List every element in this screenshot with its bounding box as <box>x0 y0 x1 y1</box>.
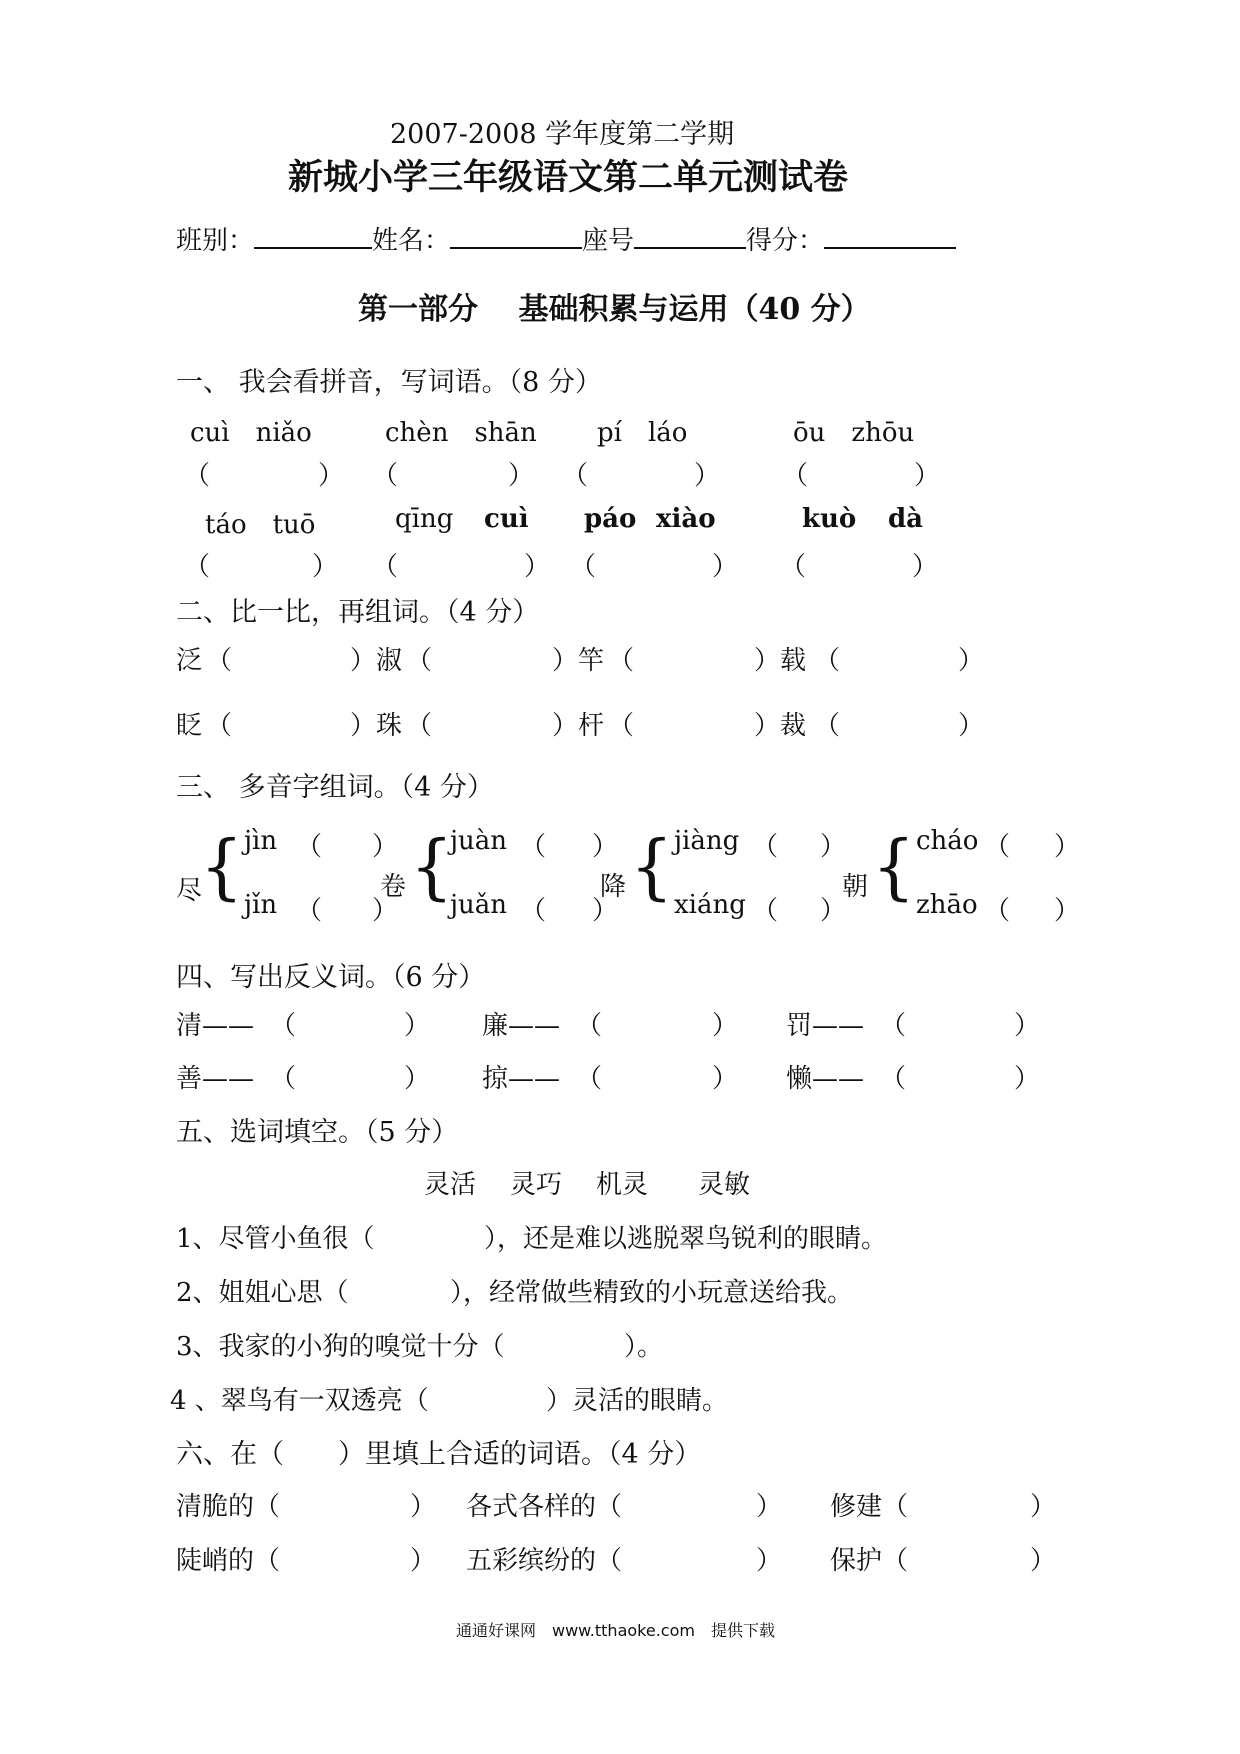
q3-pinyin: juǎn <box>450 890 508 920</box>
class-field[interactable] <box>254 221 372 249</box>
q2-char: 淑 <box>376 646 403 676</box>
q4-item: 清—— <box>176 1011 255 1041</box>
brace-icon: { <box>872 826 916 909</box>
brace-icon: { <box>630 826 674 909</box>
q1-bracket-close: ） <box>312 552 339 582</box>
q3-char: 朝 <box>842 872 869 902</box>
q4-item: 廉—— <box>482 1011 561 1041</box>
q2-char: 眨 <box>176 711 203 741</box>
q6-title: 六、在（ ）里填上合适的词语。（4 分） <box>176 1439 702 1470</box>
q1-bracket-open: （ <box>372 461 399 491</box>
q2-char: 载 <box>780 646 807 676</box>
q1-bracket-open: （ <box>562 461 589 491</box>
q3-pinyin: jìn <box>244 826 278 856</box>
q1-bold-pinyin-4: kuò <box>802 504 857 534</box>
q3-pinyin: cháo <box>916 826 979 856</box>
q6-item: 陡峭的（ <box>176 1546 281 1576</box>
q5-sentence-3-start: 3、我家的小狗的嗅觉十分（ <box>176 1332 505 1362</box>
q3-pinyin: zhāo <box>916 890 978 920</box>
q6-item: 保护（ <box>830 1546 909 1576</box>
class-label: 班别： <box>176 226 255 256</box>
q3-char: 尽 <box>176 876 203 906</box>
q4-title: 四、写出反义词。（6 分） <box>176 962 486 993</box>
q1-bold-pinyin-1: cuì <box>484 504 529 534</box>
q2-char: 珠 <box>376 711 403 741</box>
q1-bracket-close: ） <box>524 552 551 582</box>
q5-sentence-3-end: ）。 <box>624 1332 664 1362</box>
q5-sentence-4-end: ）灵活的眼睛。 <box>546 1386 729 1416</box>
student-info-fields <box>176 220 956 257</box>
q2-char: 裁 <box>780 711 807 741</box>
q1-pinyin-1: cuì niǎo <box>190 418 312 448</box>
q6-item: 清脆的（ <box>176 1492 281 1522</box>
q1-bracket-close: ） <box>912 552 939 582</box>
q1-bracket-close: ） <box>914 461 941 491</box>
q5-sentence-2-start: 2、姐姐心思（ <box>176 1278 349 1308</box>
q5-choice: 灵巧 <box>510 1170 563 1200</box>
q3-char: 卷 <box>380 872 407 902</box>
seat-field[interactable] <box>634 221 746 249</box>
q2-char: 泛 <box>176 646 203 676</box>
q1-bracket-open: （ <box>372 552 399 582</box>
q6-item: 各式各样的（ <box>466 1492 623 1522</box>
q1-bracket-close: ） <box>508 461 535 491</box>
q3-pinyin: jǐn <box>244 890 278 920</box>
footer-credit: 通通好课网 www.tthaoke.com 提供下载 <box>456 1621 775 1640</box>
q5-sentence-1-start: 1、尽管小鱼很（ <box>176 1224 375 1254</box>
q1-pinyin-4: ōu zhōu <box>793 418 915 448</box>
seat-label: 座号 <box>582 226 635 256</box>
q1-bold-pinyin-3: xiào <box>656 504 716 534</box>
q1-bold-pinyin-2: páo <box>584 504 637 534</box>
q3-char: 降 <box>600 872 627 902</box>
q1-pinyin-3: pí láo <box>597 418 688 448</box>
q5-title: 五、选词填空。（5 分） <box>176 1117 459 1148</box>
q4-item: 罚—— <box>786 1011 865 1041</box>
q1-bracket-open: （ <box>570 552 597 582</box>
q3-pinyin: juàn <box>450 826 508 856</box>
q3-title: 三、 多音字组词。（4 分） <box>176 772 494 803</box>
q1-pinyin-2: chèn shān <box>385 418 537 448</box>
q1-bracket-open: （ <box>184 461 211 491</box>
name-field[interactable] <box>450 221 582 249</box>
q4-item: 善—— <box>176 1064 255 1094</box>
q1-pinyin-5: táo tuō <box>205 510 316 540</box>
q2-char: 杆 <box>578 711 605 741</box>
score-field[interactable] <box>824 221 956 249</box>
q1-bracket-open: （ <box>780 552 807 582</box>
q1-bracket-open: （ <box>782 461 809 491</box>
q5-sentence-2-end: ），经常做些精致的小玩意送给我。 <box>450 1278 854 1308</box>
part-title: 第一部分 基础积累与运用（40 分） <box>358 292 871 327</box>
brace-icon: { <box>410 826 454 909</box>
q1-bracket-open: （ <box>184 552 211 582</box>
q5-sentence-1-end: ），还是难以逃脱翠鸟锐利的眼睛。 <box>484 1224 888 1254</box>
q1-bracket-close: ） <box>712 552 739 582</box>
year-line: 2007-2008 学年度第二学期 <box>390 119 735 150</box>
q3-pinyin: jiàng <box>674 826 740 856</box>
q1-bracket-close: ） <box>694 461 721 491</box>
q6-item: 修建（ <box>830 1492 909 1522</box>
q1-title: 一、 我会看拼音，写词语。（8 分） <box>176 367 602 398</box>
q5-sentence-4-start: 4 、翠鸟有一双透亮（ <box>170 1386 429 1416</box>
q1-pinyin-6: qīng <box>395 504 454 534</box>
q5-choice: 灵活 <box>424 1170 477 1200</box>
q3-pinyin: xiáng <box>674 890 746 920</box>
q6-item: 五彩缤纷的（ <box>466 1546 623 1576</box>
page-title: 新城小学三年级语文第二单元测试卷 <box>288 157 849 198</box>
q2-title: 二、比一比，再组词。（4 分） <box>176 597 540 628</box>
name-label: 姓名： <box>372 226 451 256</box>
brace-icon: { <box>200 826 244 909</box>
q4-item: 懒—— <box>786 1064 865 1094</box>
q2-char: 竿 <box>578 646 605 676</box>
q4-item: 掠—— <box>482 1064 561 1094</box>
q5-choice: 灵敏 <box>698 1170 751 1200</box>
q5-choice: 机灵 <box>596 1170 649 1200</box>
score-label: 得分： <box>746 226 825 256</box>
q1-bracket-close: ） <box>318 461 345 491</box>
q1-bold-pinyin-5: dà <box>888 504 924 534</box>
